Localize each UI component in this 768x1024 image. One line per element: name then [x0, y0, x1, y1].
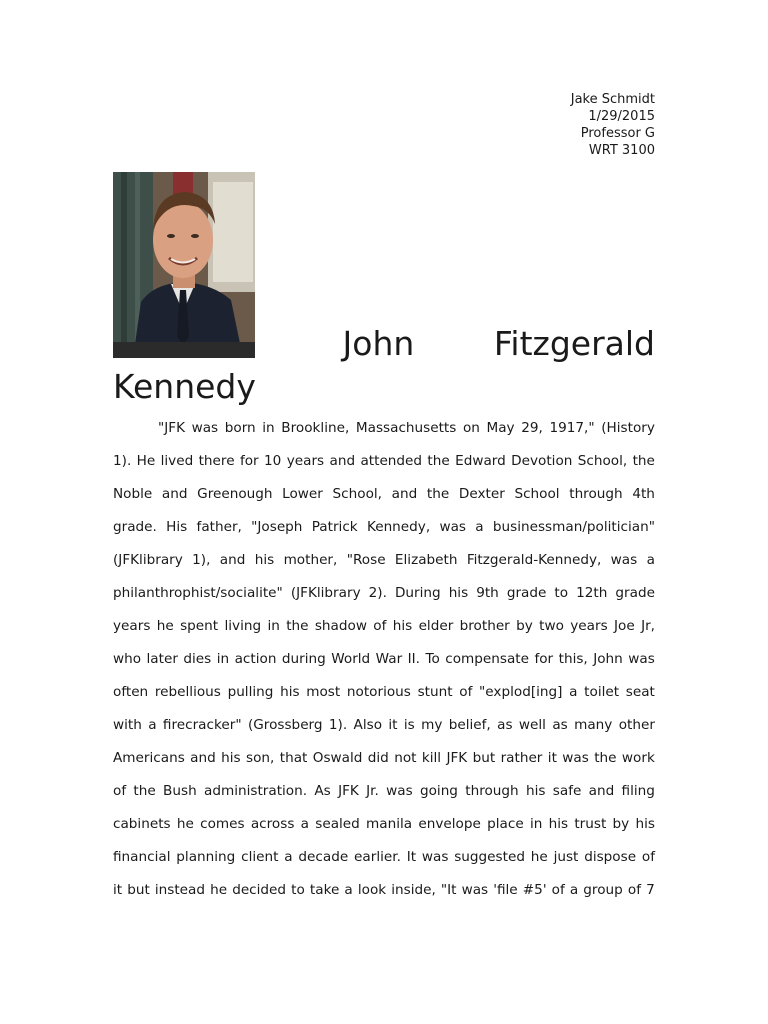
essay-body — [113, 412, 655, 907]
body-line: with a firecracker" (Grossberg 1). Also it is my belief, as well as many other — [113, 717, 655, 733]
body-line: Americans and his son, that Oswald did not kill JFK but rather it was the work — [113, 750, 655, 766]
course-code: WRT 3100 — [588, 143, 655, 158]
title-word-fitzgerald: Fitzgerald — [493, 324, 655, 363]
professor-name: Professor G — [580, 126, 655, 141]
body-line: (JFKlibrary 1), and his mother, "Rose Elizabeth Fitzgerald-Kennedy, was a — [113, 552, 655, 568]
body-line: cabinets he comes across a sealed manila envelope place in his trust by his — [113, 816, 655, 832]
body-line: financial planning client a decade earlier. It was suggested he just dispose of — [113, 849, 655, 865]
body-line: who later dies in action during World War II. To compensate for this, John was — [113, 651, 655, 667]
essay-title — [113, 323, 655, 365]
body-line: it but instead he decided to take a look inside, "It was 'file #5' of a group of 7 — [113, 882, 655, 898]
body-line: "JFK was born in Brookline, Massachusetts on May 29, 1917," (History — [158, 420, 655, 436]
heading-block — [571, 91, 655, 159]
body-line: 1). He lived there for 10 years and attended the Edward Devotion School, the — [113, 453, 655, 469]
body-line: of the Bush administration. As JFK Jr. was going through his safe and filing — [113, 783, 655, 799]
date: 1/29/2015 — [588, 109, 655, 124]
body-line: years he spent living in the shadow of his elder brother by two years Joe Jr, — [113, 618, 655, 634]
body-line: grade. His father, "Joseph Patrick Kennedy, was a businessman/politician" — [113, 519, 655, 535]
title-word-kennedy: Kennedy — [113, 367, 256, 406]
body-line: often rebellious pulling his most notorious stunt of "explod[ing] a toilet seat — [113, 684, 655, 700]
title-word-john: John — [342, 324, 415, 363]
body-line: philanthrophist/socialite" (JFKlibrary 2). During his 9th grade to 12th grade — [113, 585, 655, 601]
body-line: Noble and Greenough Lower School, and the Dexter School through 4th — [113, 486, 655, 502]
author-name: Jake Schmidt — [570, 92, 655, 107]
